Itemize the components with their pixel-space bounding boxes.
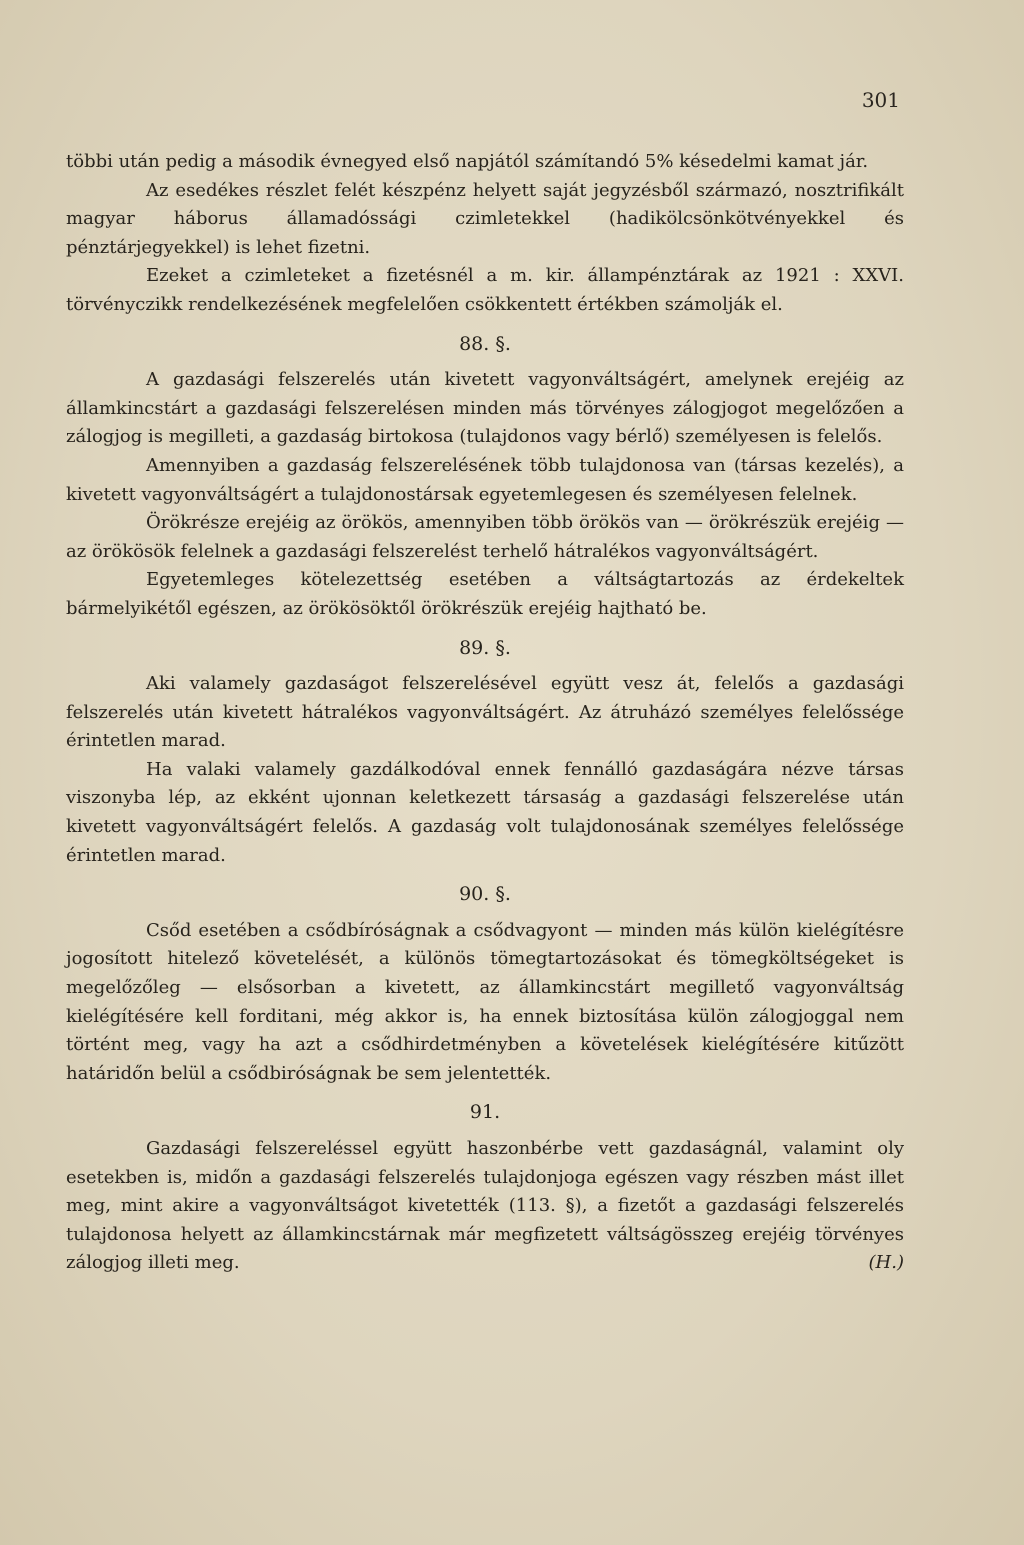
body-text <box>66 148 904 1278</box>
signature-initials: (H.) <box>868 1252 904 1274</box>
paragraph: Örökrésze erejéig az örökös, amennyiben több örökös van — örökrészük erejéig — az örökösök felelnek a gazdasági felszerelést terhelő hátralékos vagyonváltságért. <box>66 512 904 562</box>
section-heading-90: 90. §. <box>459 883 511 906</box>
section-heading-88: 88. §. <box>459 332 511 355</box>
paragraph: Ezeket a czimleteket a fizetésnél a m. kir. állampénztárak az 1921 : XXVI. törvényczikk rendelkezésének megfelelően csökkentett értékben számolják el. <box>66 265 904 315</box>
section-heading-89: 89. §. <box>459 636 511 659</box>
paragraph: A gazdasági felszerelés után kivetett vagyonváltságért, amelynek erejéig az államkincstárt a gazdasági felszerelésen minden más törvényes zálogjogot megelőzően a zálogjog is megilleti, a gazdaság birtokosa (tulajdonos vagy bérlő) személyesen is felelős. <box>66 369 904 448</box>
paragraph: Ha valaki valamely gazdálkodóval ennek fennálló gazdaságára nézve társas viszonyba lép, az ekként ujonnan keletkezett társaság a gazdasági felszerelése után kivetett vagyonváltságért felelős. A gazdaság volt tulajdonosának személyes felelőssége érintetlen marad. <box>66 758 904 866</box>
section-heading-91: 91. <box>469 1101 501 1124</box>
paragraph-last <box>66 1135 904 1278</box>
paragraph: Csőd esetében a csődbíróságnak a csődvagyont — minden más külön kielégítésre jogosított hitelező követelését, a különös tömegtartozásokat és tömegköltségeket is megelőzőleg — elsősorban a kivetett, az államkincstárt megillető vagyonváltság kielégítésére kell forditani, még akkor is, ha ennek biztosítása külön zálogjoggal nem történt meg, vagy ha azt a csődhirdetményben a követelések kielégítésére kitűzött határidőn belül a csődbiróságnak be sem jelentették. <box>66 919 904 1084</box>
paragraph: Az esedékes részlet felét készpénz helyett saját jegyzésből származó, nosztrifikált magyar háborus államadóssági czimletekkel (hadikölcsönkötvényekkel és pénztárjegyekkel) is lehet fizetni. <box>66 179 904 258</box>
paragraph-text: Gazdasági felszereléssel együtt haszonbérbe vett gazdaságnál, valamint oly esetekben is, midőn a gazdasági felszerelés tulajdonjoga egészen vagy részben mást illet meg, mint akire a vagyonváltságot kivetették (113. §), a fizetőt a gazdasági felszerelés tulajdonosa helyett az államkincstárnak már megfizetett váltságösszeg erejéig törvényes zálogjog illeti meg. <box>66 1138 904 1274</box>
paragraph: Amennyiben a gazdaság felszerelésének több tulajdonosa van (társas kezelés), a kivetett vagyonváltságért a tulajdonostársak egyetemlegesen és személyesen felelnek. <box>66 454 904 505</box>
page-number: 301 <box>861 88 900 112</box>
paragraph: Aki valamely gazdaságot felszerelésével együtt vesz át, felelős a gazdasági felszerelés után kivetett hátralékos vagyonváltságért. Az átruházó személyes felelőssége érintetlen marad. <box>66 673 904 752</box>
paragraph: Egyetemleges kötelezettség esetében a váltságtartozás az érdekeltek bármelyikétől egészen, az örökösöktől örökrészük erejéig hajtható be. <box>66 569 904 619</box>
paragraph-continuation: többi után pedig a második évnegyed első napjától számítandó 5% késedelmi kamat jár. <box>66 151 869 172</box>
